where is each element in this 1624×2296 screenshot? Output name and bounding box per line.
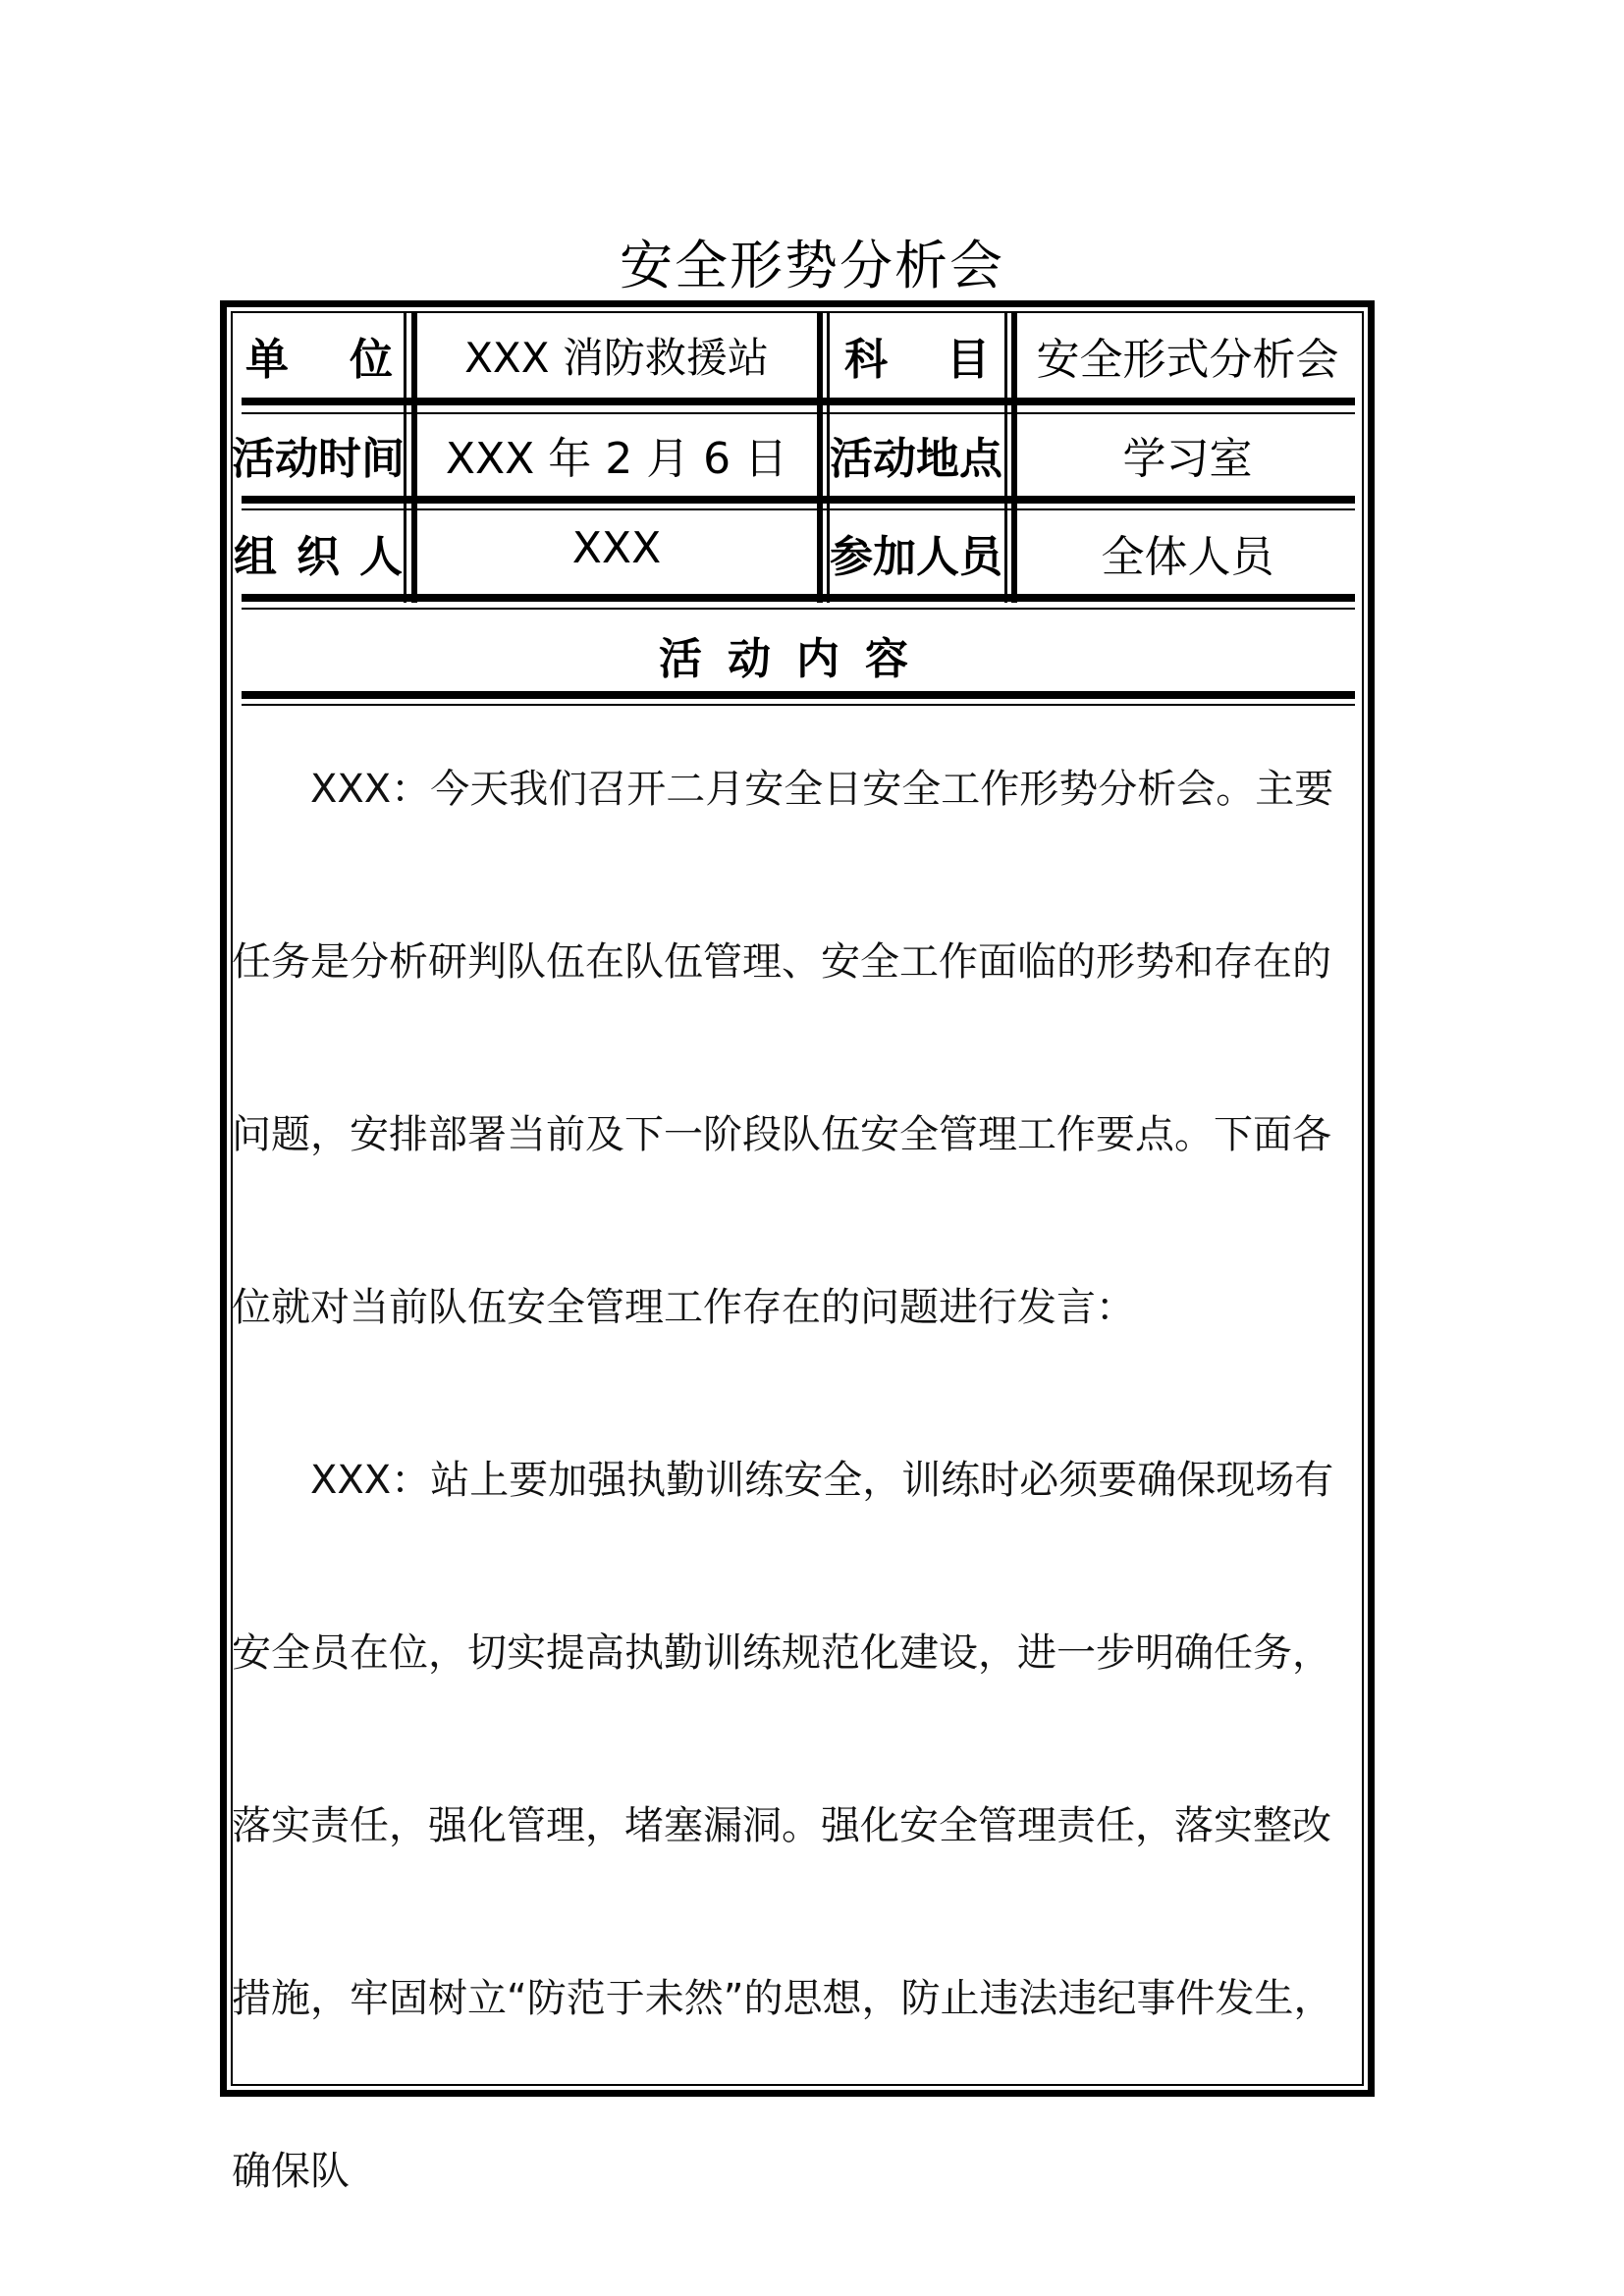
value-time: XXX 年 2 月 6 日 xyxy=(445,434,788,484)
content-paragraph: XXX：今天我们召开二月安全日安全工作形势分析会。主要任务是分析研判队伍在队伍管理、安全工作面临的形势和存在的问题，安排部署当前及下一阶段队伍安全管理工作要点。下面各位就对当前队伍安全管理工作存在的问题进行发言： xyxy=(232,767,1334,1330)
label-time: 活动时间 xyxy=(232,434,405,484)
value-participants: 全体人员 xyxy=(1101,532,1274,582)
label-subject-text-2: 目 xyxy=(947,335,990,385)
value-unit: XXX 消防救援站 xyxy=(464,334,769,382)
row-divider xyxy=(242,496,1355,504)
column-divider xyxy=(411,312,417,603)
row-divider xyxy=(242,508,1355,510)
label-unit-text-2: 位 xyxy=(350,335,393,385)
row-divider xyxy=(242,608,1355,610)
row-divider xyxy=(242,398,1355,405)
label-organizer-text-3: 人 xyxy=(359,532,403,582)
section-title: 活动内容 xyxy=(659,634,934,684)
row-divider xyxy=(242,691,1355,699)
label-unit-text-1: 单 xyxy=(245,335,289,385)
value-organizer: XXX xyxy=(571,522,662,573)
activity-content xyxy=(232,703,1361,2258)
label-organizer-text-1: 组 xyxy=(234,532,277,582)
content-paragraph: XXX：站上要加强执勤训练安全，训练时必须要确保现场有安全员在位，切实提高执勤训练规范化建设，进一步明确任务，落实责任，强化管理，堵塞漏洞。强化安全管理责任，落实整改措施，牢固树立“防范于未然”的思想，防止违法违纪事件发生，确保队 xyxy=(232,1458,1334,2194)
label-organizer-text-2: 织 xyxy=(297,532,340,582)
label-participants: 参加人员 xyxy=(830,532,1002,582)
row-divider xyxy=(242,594,1355,602)
label-place: 活动地点 xyxy=(830,434,1002,484)
label-subject-text-1: 科 xyxy=(844,335,888,385)
label-subject xyxy=(831,314,1003,397)
column-divider xyxy=(817,312,823,603)
value-subject: 安全形式分析会 xyxy=(1036,335,1339,385)
label-organizer xyxy=(232,512,405,593)
column-divider xyxy=(1011,312,1017,603)
label-unit xyxy=(236,314,403,397)
document-title: 安全形势分析会 xyxy=(620,235,1004,296)
value-place: 学习室 xyxy=(1122,434,1253,484)
